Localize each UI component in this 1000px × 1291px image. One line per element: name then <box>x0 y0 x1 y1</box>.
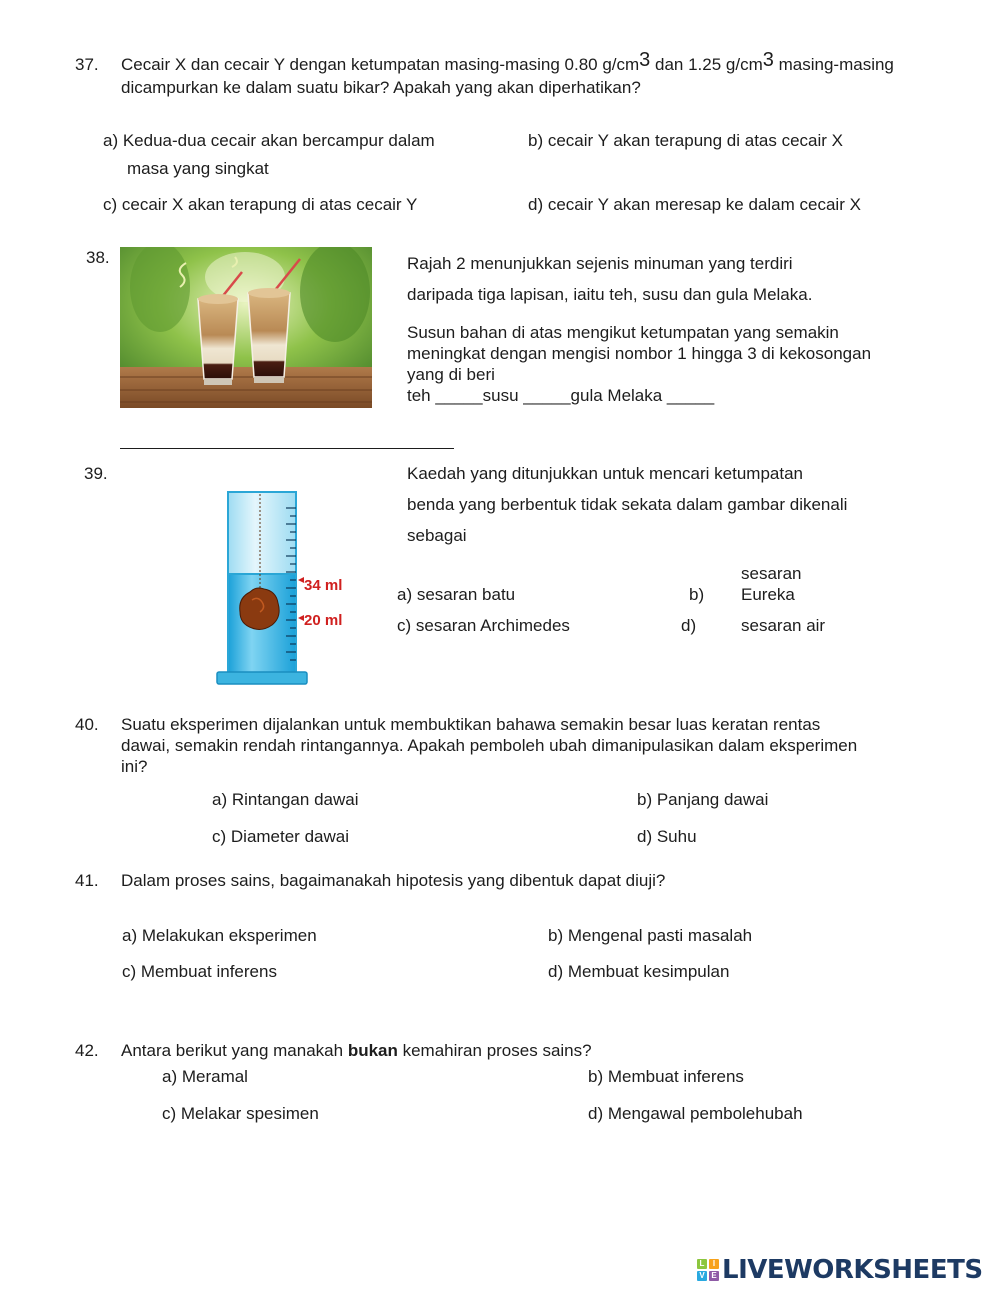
q38-text-line1: Rajah 2 menunjukkan sejenis minuman yang terdiri <box>407 254 793 273</box>
q37-option-b[interactable]: b) cecair Y akan terapung di atas cecair X <box>528 131 843 150</box>
q38-text-line2: daripada tiga lapisan, iaitu teh, susu dan gula Melaka. <box>407 285 813 304</box>
q40-option-b[interactable]: b) Panjang dawai <box>637 790 769 809</box>
q39-option-c[interactable]: c) sesaran Archimedes <box>397 616 570 635</box>
q37-option-a-line2: masa yang singkat <box>127 159 269 178</box>
logo-text: LIVEWORKSHEETS <box>722 1255 983 1285</box>
q42-number: 42. <box>75 1041 99 1060</box>
section-divider <box>120 448 454 449</box>
q39-text-line2: benda yang berbentuk tidak sekata dalam gambar dikenali <box>407 495 848 514</box>
q41-option-d[interactable]: d) Membuat kesimpulan <box>548 962 730 981</box>
q41-option-c[interactable]: c) Membuat inferens <box>122 962 277 981</box>
q42-option-d[interactable]: d) Mengawal pembolehubah <box>588 1104 803 1123</box>
q41-option-b[interactable]: b) Mengenal pasti masalah <box>548 926 753 945</box>
q37-question-line1 <box>121 49 894 75</box>
q40-option-d[interactable]: d) Suhu <box>637 827 697 846</box>
q39-number: 39. <box>84 464 108 483</box>
q42-option-a[interactable]: a) Meramal <box>162 1067 248 1086</box>
q40-text-line1: Suatu eksperimen dijalankan untuk membuktikan bahawa semakin besar luas keratan rentas <box>121 715 821 734</box>
logo-block-3: V <box>697 1271 707 1281</box>
logo-blocks-icon <box>697 1259 719 1281</box>
q38-fill-line <box>407 386 714 406</box>
q37-sup1: 3 <box>639 49 651 71</box>
q37-text-b: dan 1.25 g/cm <box>650 55 763 74</box>
q40-text-line2: dawai, semakin rendah rintangannya. Apakah pemboleh ubah dimanipulasikan dalam eksperimen <box>121 736 858 755</box>
q38-fill-gula[interactable]: gula Melaka _____ <box>570 386 715 405</box>
q42-text-a: Antara berikut yang manakah <box>121 1041 348 1060</box>
q42-text-bold: bukan <box>347 1041 398 1060</box>
q38-text-line5: yang di beri <box>407 365 495 384</box>
q37-option-d[interactable]: d) cecair Y akan meresap ke dalam cecair X <box>528 195 861 214</box>
q37-option-a[interactable]: a) Kedua-dua cecair akan bercampur dalam <box>103 131 435 150</box>
q38-number: 38. <box>86 248 110 267</box>
q40-option-a[interactable]: a) Rintangan dawai <box>212 790 359 809</box>
q38-text-line3: Susun bahan di atas mengikut ketumpatan yang semakin <box>407 323 839 342</box>
iced-drink-photo <box>120 247 372 408</box>
q41-number: 41. <box>75 871 99 890</box>
q39-option-b-letter[interactable]: b) <box>689 585 705 604</box>
q41-option-a[interactable]: a) Melakukan eksperimen <box>122 926 317 945</box>
q37-question-line2: dicampurkan ke dalam suatu bikar? Apakah yang akan diperhatikan? <box>121 78 641 97</box>
q39-option-a[interactable]: a) sesaran batu <box>397 585 516 604</box>
q40-text-line3: ini? <box>121 757 148 776</box>
q39-option-d-letter[interactable]: d) <box>681 616 697 635</box>
q37-text-c: masing-masing <box>773 55 894 74</box>
q38-text-line4: meningkat dengan mengisi nombor 1 hingga 3 di kekosongan <box>407 344 872 363</box>
q37-option-c[interactable]: c) cecair X akan terapung di atas cecair Y <box>103 195 418 214</box>
liveworksheets-logo <box>697 1256 983 1284</box>
q39-option-d[interactable]: sesaran air <box>741 616 826 635</box>
q37-text-a: Cecair X dan cecair Y dengan ketumpatan masing-masing 0.80 g/cm <box>121 55 640 74</box>
q40-number: 40. <box>75 715 99 734</box>
q42-text-line1 <box>121 1041 592 1061</box>
q42-option-b[interactable]: b) Membuat inferens <box>588 1067 744 1086</box>
q37-sup2: 3 <box>762 49 774 71</box>
reading-34ml: 34 ml <box>304 577 343 594</box>
logo-block-1: L <box>697 1259 707 1269</box>
q39-option-b-line1[interactable]: sesaran <box>741 564 802 583</box>
q39-text-line1: Kaedah yang ditunjukkan untuk mencari ketumpatan <box>407 464 803 483</box>
iced-drink-illustration <box>120 247 372 408</box>
q39-text-line3: sebagai <box>407 526 467 545</box>
logo-block-2: I <box>709 1259 719 1269</box>
q37-number: 37. <box>75 55 99 74</box>
reading-20ml: 20 ml <box>304 612 343 629</box>
q42-text-b: kemahiran proses sains? <box>397 1041 592 1060</box>
logo-block-4: E <box>709 1271 719 1281</box>
q42-option-c[interactable]: c) Melakar spesimen <box>162 1104 319 1123</box>
q38-fill-susu[interactable]: susu _____ <box>482 386 571 405</box>
q40-option-c[interactable]: c) Diameter dawai <box>212 827 349 846</box>
q41-text-line1: Dalam proses sains, bagaimanakah hipotesis yang dibentuk dapat diuji? <box>121 871 666 890</box>
q38-fill-teh[interactable]: teh _____ <box>407 386 483 405</box>
q39-option-b-line2[interactable]: Eureka <box>741 585 795 604</box>
